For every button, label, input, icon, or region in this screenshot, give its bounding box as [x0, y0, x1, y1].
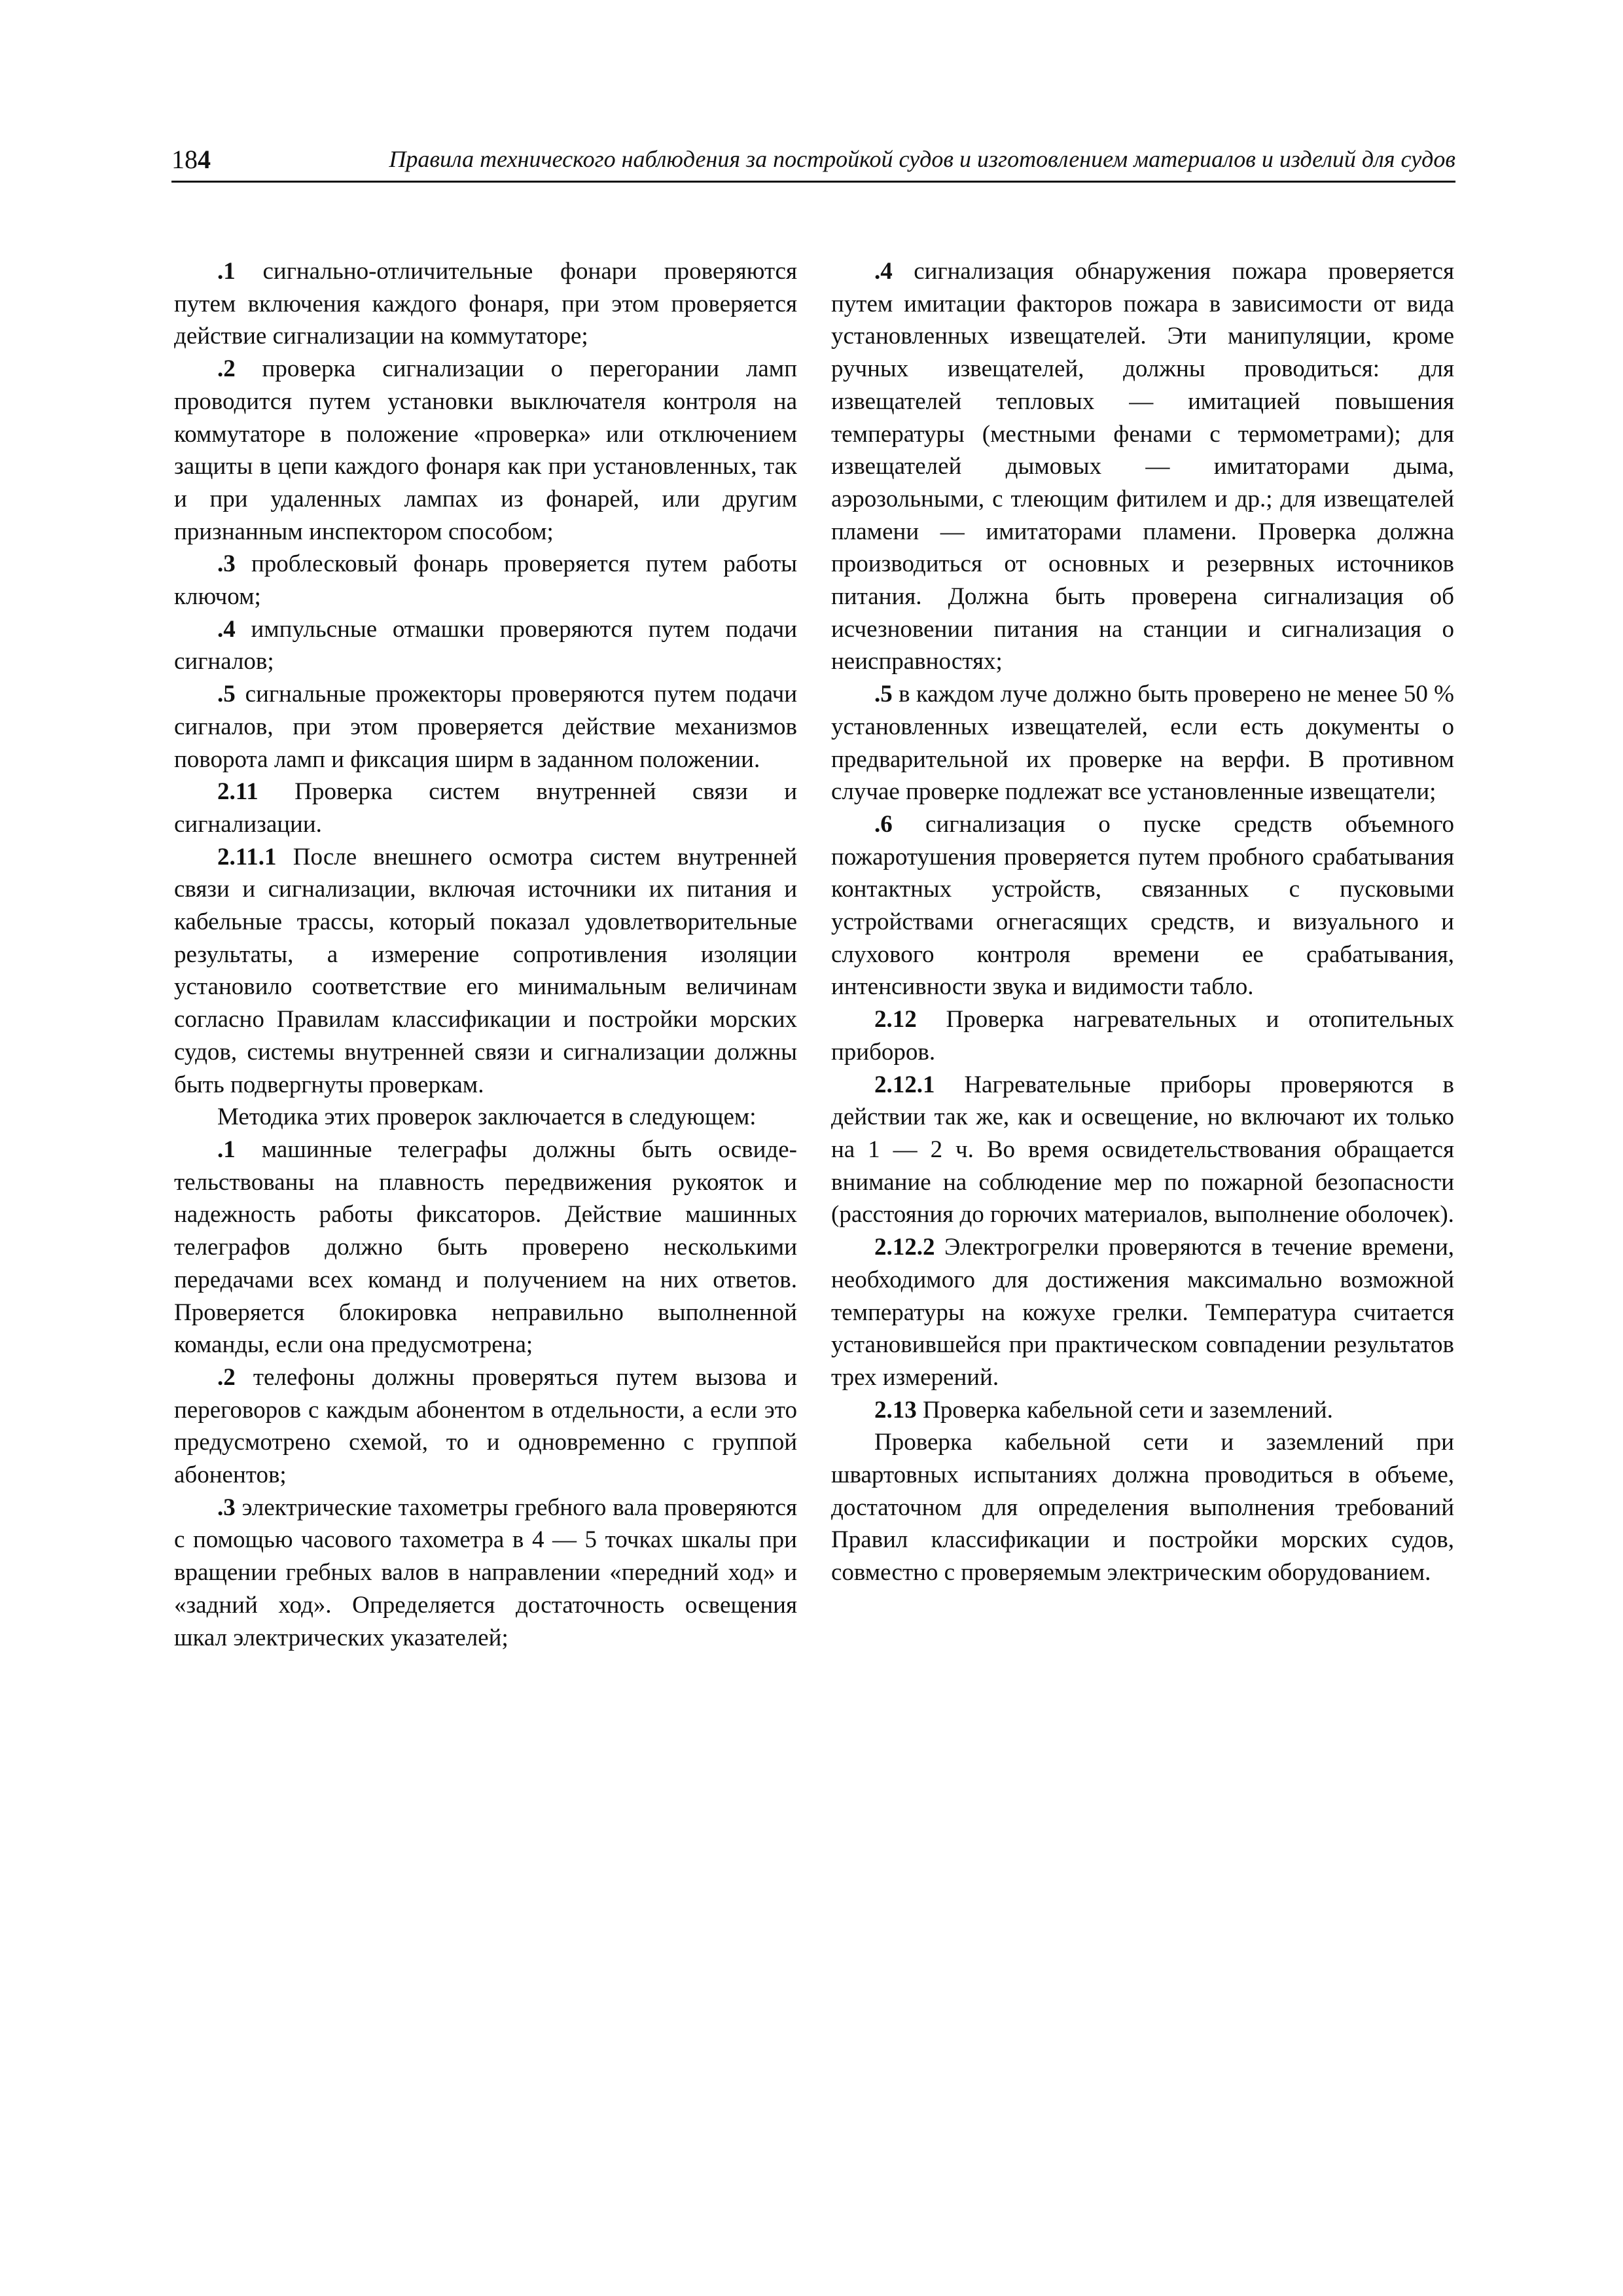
- left-column: [174, 255, 797, 1654]
- paragraph: 2.12.1 Нагревательные приборы проверяются в действии так же, как и освещение, но включают их только на 1 — 2 ч. Во время освидетельствования обращается внимание на соблюдение мер по пожарной безопасности (расстояния до горючих материалов, выполнение оболочек).: [831, 1071, 1454, 1229]
- paragraph: .2 проверка сигнализации о перегорании ламп проводится путем установки выключателя контроля на коммутаторе в положение «проверка» или отключением защиты в цепи каждого фонаря как при установленных, так и при удаленных лампах из фонарей, или другим признанным инспектором способом;: [174, 355, 797, 545]
- section-heading: 2.12 Проверка нагревательных и отопительных приборов.: [831, 1006, 1454, 1066]
- paragraph: Методика этих проверок заключается в следующем:: [217, 1103, 757, 1131]
- paragraph: .3 проблесковый фонарь проверяется путем работы ключом;: [174, 550, 797, 611]
- paragraph: .5 сигнальные прожекторы проверяются путем подачи сигналов, при этом проверяется действие механизмов поворота ламп и фиксация ширм в заданном положении.: [174, 681, 797, 773]
- paragraph: .6 сигнализация о пуске средств объемного пожаротушения проверяется путем пробного срабатывания контактных устройств, связанных с пусковыми устройствами огнегасящих средств, и визуального и слухового контроля времени ее срабатывания, интенсивности звука и видимости табло.: [831, 810, 1454, 1001]
- paragraph: .1 сигнально-отличительные фонари проверяются путем включения каждого фонаря, при этом проверяется действие сигнализации на коммутаторе;: [174, 258, 797, 350]
- paragraph: .5 в каждом луче должно быть проверено не менее 50 % установленных извещателей, если есть документы о предварительной их проверке на верфи. В противном случае проверке подлежат все установленные извещатели;: [831, 681, 1454, 806]
- paragraph: .4 импульсные отмашки проверяются путем подачи сигналов;: [174, 615, 797, 675]
- paragraph: 2.11.1 После внешнего осмотра систем внутренней связи и сигнализации, включая источники их питания и кабельные трассы, который показал удовлетворительные результаты, а измерение сопротивления изоляции установило соответствие его минимальным величинам согласно Правилам классификации и постройки морских судов, системы внутренней связи и сигнализации должны быть подвергнуты проверкам.: [174, 843, 797, 1098]
- paragraph: .2 телефоны должны проверяться путем вызова и переговоров с каждым абонентом в отдельности, а если это предусмотрено схемой, то и одновременно с группой абонентов;: [174, 1363, 797, 1489]
- paragraph: Проверка кабельной сети и заземлений при швартовных испытаниях должна проводиться в объеме, достаточном для определения выполнения требований Правил классификации и постройки морских судов, совместно с проверяемым электрическим оборудованием.: [831, 1429, 1454, 1587]
- paragraph: .4 сигнализация обнаружения пожара проверяется путем имитации факторов пожара в зависимости от вида установленных извещателей. Эти манипуляции, кроме ручных извещателей, должны проводиться: для извещателей тепловых — имитацией повышения температуры (местными фенами с термометрами); для извещателей дымовых — имитаторами дыма, аэрозольными, с тлеющим фитилем и др.; для извещателей пламени — имитаторами пламени. Проверка должна производиться от основных и резервных источников питания. Должна быть проверена сигнализация об исчезновении питания на станции и сигнализация о неисправностях;: [831, 258, 1454, 675]
- paragraph: 2.12.2 Электрогрелки проверяются в течение времени, необходимого для достижения максимально возможной температуры на кожухе грелки. Температура считается установившейся при практическом совпадении результатов трех измерений.: [831, 1234, 1454, 1391]
- section-heading: 2.13 Проверка кабельной сети и заземлений.: [874, 1396, 1333, 1424]
- paragraph: .1 машинные телеграфы должны быть освидетельствованы на плавность передвижения рукояток и надежность работы фиксаторов. Действие машинных телеграфов должно быть проверено несколькими передачами всех команд и получением на них ответов. Проверяется блокировка неправильно выполненной команды, если она предусмотрена;: [174, 1136, 797, 1359]
- right-column: [831, 255, 1454, 1589]
- page-header: [171, 143, 1455, 183]
- section-heading: 2.11 Проверка систем внутренней связи и сигнализации.: [174, 778, 797, 838]
- paragraph: .3 электрические тахометры гребного вала проверяются с помощью часового тахометра в 4 — 5 точках шкалы при вращении гребных валов в направлении «передний ход» и «задний ход». Определяется достаточность освещения шкал электрических указателей;: [174, 1494, 797, 1651]
- page-number: 184: [171, 145, 211, 174]
- running-title: Правила технического наблюдения за постройкой судов и изготовлением материалов и изделий для судов: [389, 146, 1455, 172]
